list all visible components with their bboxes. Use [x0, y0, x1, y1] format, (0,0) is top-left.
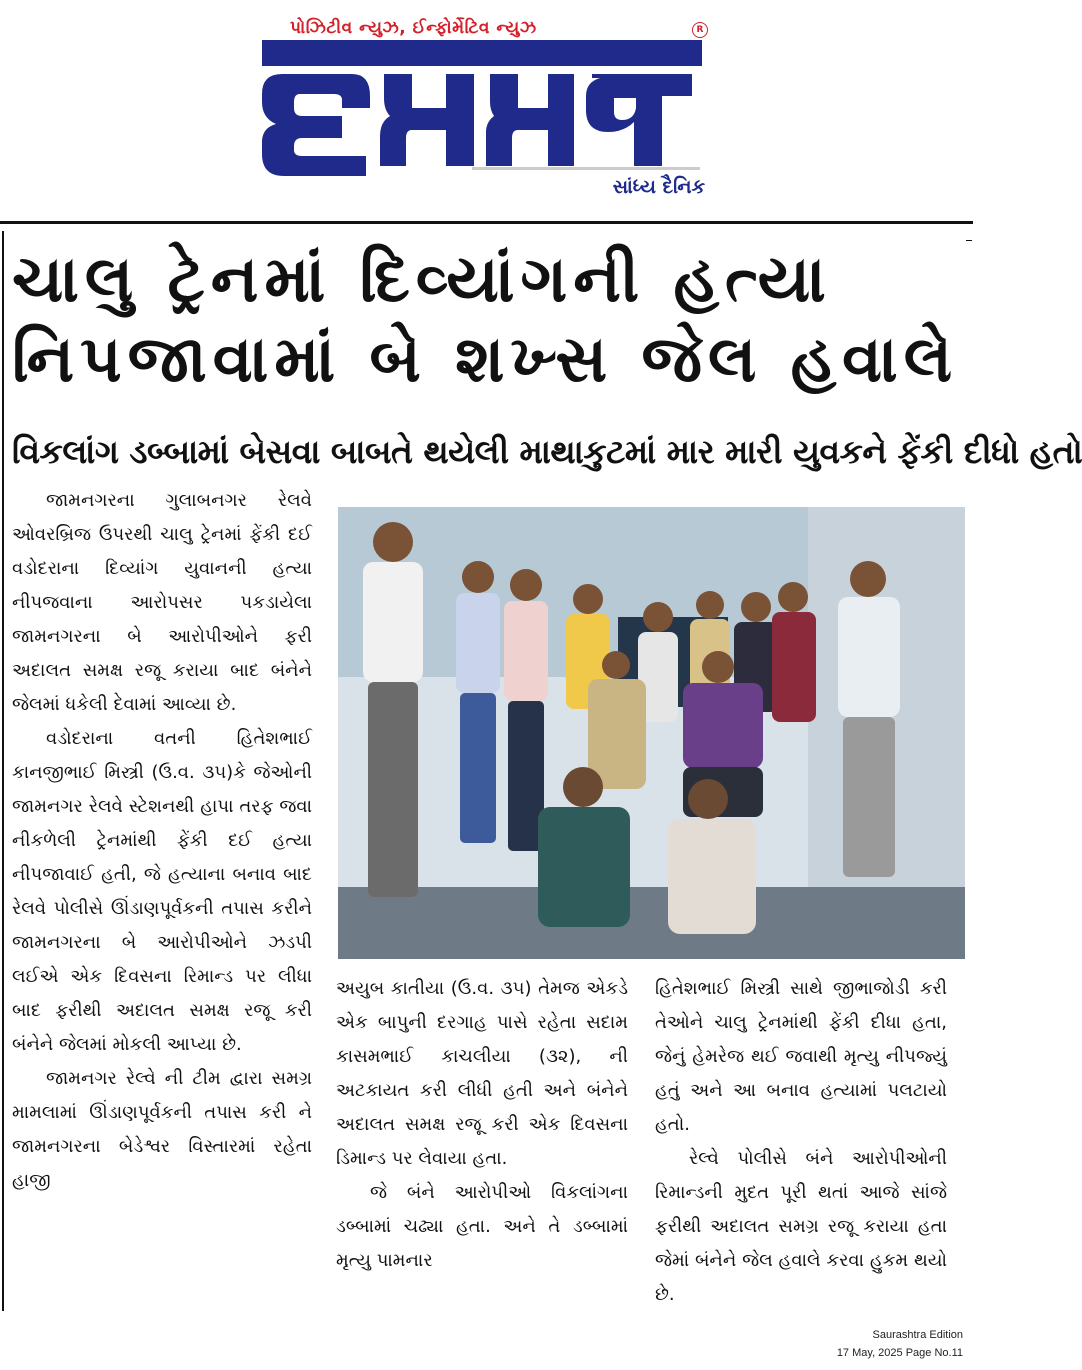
article-column-1 — [12, 484, 312, 1198]
paragraph: જામનગર રેલ્વે ની ટીમ દ્વારા સમગ્ર મામલામાં ઊંડાણપૂર્વકની તપાસ કરી ને જામનગરના બેડેશ્વર વિસ્તારમાં રહેતા હાજી — [12, 1068, 312, 1191]
edition-name: Saurashtra Edition — [872, 1329, 963, 1341]
page-tick — [966, 240, 972, 241]
edition-info — [763, 1326, 963, 1362]
brand-logo — [262, 40, 702, 168]
registered-mark: R — [692, 22, 708, 38]
brand-logo-art — [262, 40, 702, 168]
column-rule — [2, 231, 4, 1311]
article-column-2 — [336, 972, 628, 1278]
sub-brand: સાંધ્ય દૈનિક — [612, 176, 705, 198]
paragraph: વડોદરાના વતની હિતેશભાઈ કાનજીભાઈ મિસ્ત્રી (ઉ.વ. ૩૫)કે જેઓની જામનગર રેલવે સ્ટેશનથી હાપા તરફ જવા નીકળેલી ટ્રેનમાંથી ફેંકી દઈ હત્યા નીપજાવાઈ હતી, જે હત્યાના બનાવ બાદ રેલવે પોલીસે ઊંડાણપૂર્વકની તપાસ કરીને જામનગરના બે આરોપીઓને ઝડપી લઈએ એક દિવસના રિમાન્ડ પર લીધા બાદ ફરીથી અદાલત સમક્ષ રજૂ કરી બંનેને જેલમાં મોકલી આપ્યા છે. — [12, 728, 312, 1055]
article-column-3 — [655, 972, 947, 1312]
group-photo-illustration — [338, 507, 965, 959]
headline-line-1: ચાલુ ટ્રેનમાં દિવ્યાંગની હત્યા — [12, 243, 832, 317]
brand-divider — [472, 167, 700, 170]
edition-date-page: 17 May, 2025 Page No.11 — [836, 1347, 963, 1359]
paragraph: જે બંને આરોપીઓ વિકલાંગના ડબ્બામાં ચઢ્યા હતા. અને તે ડબ્બામાં મૃત્યુ પામનાર — [336, 1182, 628, 1271]
tagline: પોઝિટીવ ન્યુઝ, ઈન્ફોર્મેટિવ ન્યુઝ — [290, 18, 537, 38]
subheadline: વિકલાંગ ડબ્બામાં બેસવા બાબતે થયેલી માથાકુટમાં માર મારી યુવકને ફેંકી દીધો હતો — [12, 432, 1082, 471]
paragraph: રેલ્વે પોલીસે બંને આરોપીઓની રિમાન્ડની મુદત પૂરી થતાં આજે સાંજે ફરીથી અદાલત સમગ્ર રજૂ કરાયા હતા જેમાં બંનેને જેલ હવાલે કરવા હુકમ થયો છે. — [655, 1148, 947, 1305]
paragraph: અયુબ કાતીયા (ઉ.વ. ૩૫) તેમજ એકડે એક બાપુની દરગાહ પાસે રહેતા સદામ કાસમભાઈ કાચલીયા (૩૨), ની અટકાયત કરી લીધી હતી અને બંનેને અદાલત સમક્ષ રજૂ કરી એક દિવસના ડિમાન્ડ પર લેવાયા હતા. — [336, 978, 628, 1169]
paragraph: જામનગરના ગુલાબનગર રેલવે ઓવરબ્રિજ ઉપરથી ચાલુ ટ્રેનમાં ફેંકી દઈ વડોદરાના દિવ્યાંગ યુવાનની હત્યા નીપજવાના આરોપસર પકડાયેલા જામનગરના બે આરોપીઓને ફરી અદાલત સમક્ષ રજૂ કરાયા બાદ બંનેને જેલમાં ધકેલી દેવામાં આવ્યા છે. — [12, 490, 312, 715]
headline-line-2: નિપજાવામાં બે શખ્સ જેલ હવાલે — [12, 323, 959, 397]
headline — [12, 240, 964, 400]
paragraph: હિતેશભાઈ મિસ્ત્રી સાથે જીભાજોડી કરી તેઓને ચાલુ ટ્રેનમાંથી ફેંકી દીધા હતા, જેનું હેમરેજ થઈ જવાથી મૃત્યુ નીપજ્યું હતું અને આ બનાવ હત્યામાં પલટાયો હતો. — [655, 978, 947, 1135]
news-photo — [338, 507, 965, 959]
masthead — [0, 0, 973, 222]
masthead-rule — [0, 221, 973, 224]
